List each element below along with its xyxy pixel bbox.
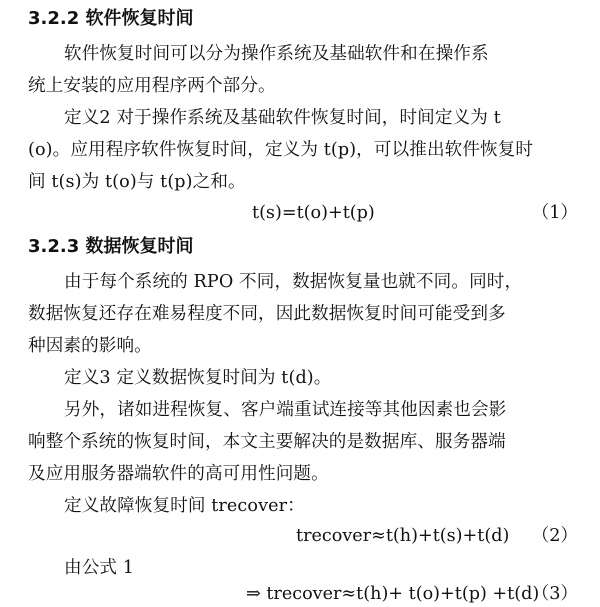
- definition-line: 定义3 定义数据恢复时间为 t(d)。: [64, 368, 332, 388]
- equation-2: trecover≈t(h)+t(s)+t(d): [296, 526, 510, 546]
- paragraph-line: 软件恢复时间可以分为操作系统及基础软件和在操作系: [64, 44, 489, 64]
- paragraph-line: 数据恢复还存在难易程度不同，因此数据恢复时间可能受到多: [28, 304, 506, 324]
- paragraph-line: 种因素的影响。: [28, 336, 152, 356]
- equation-2-number: （2）: [531, 526, 578, 546]
- paragraph-line: 及应用服务器端软件的高可用性问题。: [28, 464, 329, 484]
- paragraph-line: 由公式 1: [64, 558, 135, 578]
- equation-1-number: （1）: [531, 203, 578, 223]
- equation-3: ⇒ trecover≈t(h)+ t(o)+t(p) +t(d): [246, 584, 540, 604]
- section-heading-322: 3.2.2 软件恢复时间: [28, 8, 194, 29]
- definition-line: 定义故障恢复时间 trecover：: [64, 496, 305, 516]
- section-heading-323: 3.2.3 数据恢复时间: [28, 236, 194, 257]
- paragraph-line: 统上安装的应用程序两个部分。: [28, 76, 276, 96]
- equation-3-number: （3）: [531, 584, 578, 604]
- paragraph-line: 由于每个系统的 RPO 不同，数据恢复量也就不同。同时，: [64, 272, 523, 292]
- paragraph-line: 另外，诸如进程恢复、客户端重试连接等其他因素也会影: [64, 400, 507, 420]
- definition-line: 定义2 对于操作系统及基础软件恢复时间，时间定义为 t: [64, 108, 501, 128]
- paragraph-line: 响整个系统的恢复时间，本文主要解决的是数据库、服务器端: [28, 432, 506, 452]
- definition-line: (o)。应用程序软件恢复时间，定义为 t(p)，可以推出软件恢复时: [28, 140, 534, 160]
- equation-1: t(s)=t(o)+t(p): [252, 203, 375, 223]
- definition-line: 间 t(s)为 t(o)与 t(p)之和。: [28, 172, 246, 192]
